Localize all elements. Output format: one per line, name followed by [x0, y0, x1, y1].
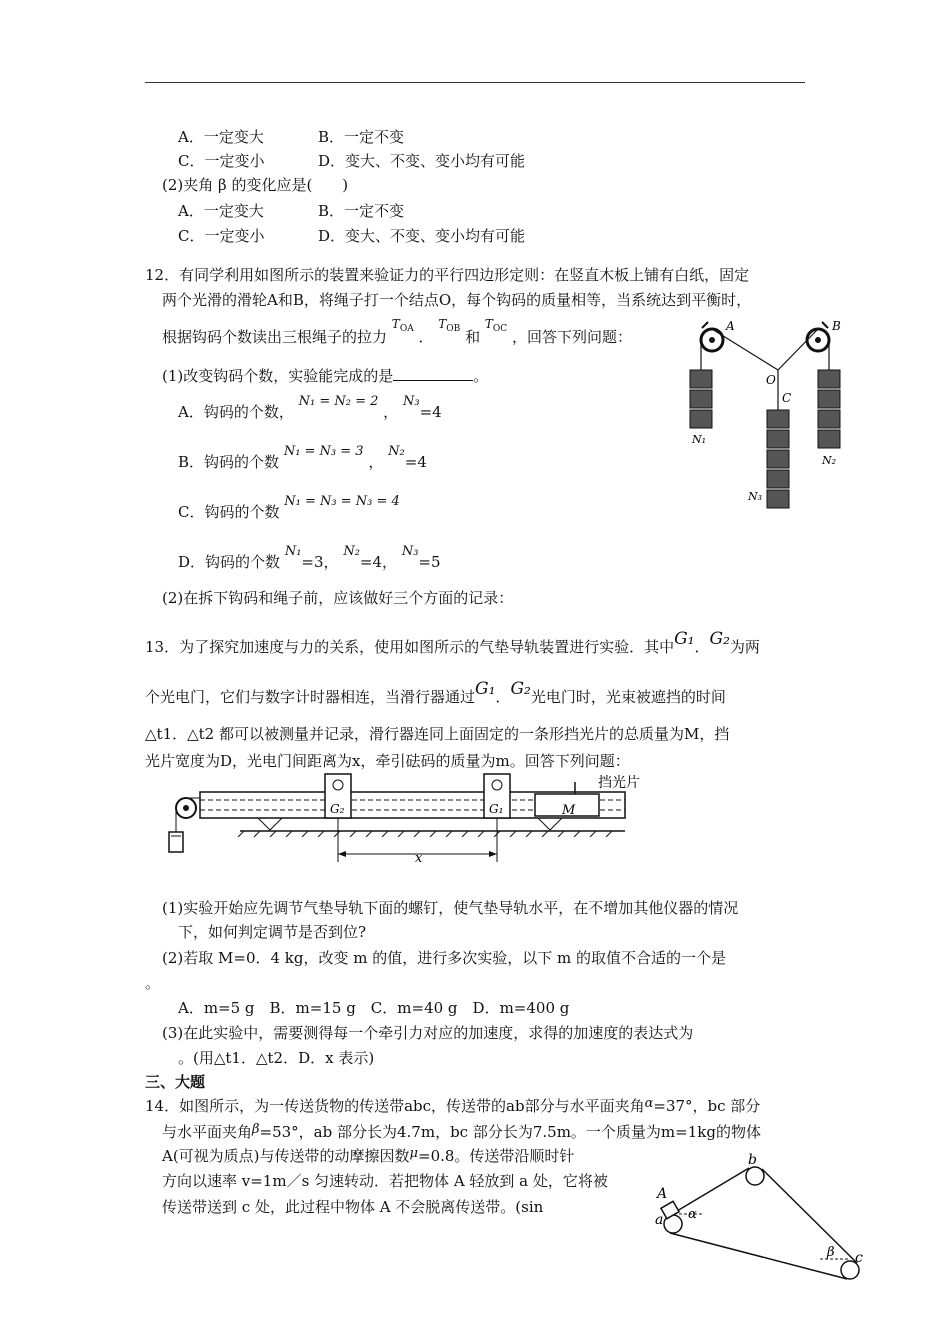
q14-line3: A(可视为质点)与传送带的动摩擦因数μ=0.8。传送带沿顺时针	[162, 1146, 575, 1165]
q11-opt-d2: D．变大、不变、变小均有可能	[318, 227, 526, 245]
q13-line4: 光片宽度为D，光电门间距离为x，牵引砝码的质量为m。回答下列问题：	[145, 752, 630, 770]
label-c: c	[855, 1250, 863, 1266]
q12-line3: 根据钩码个数读出三根绳子的拉力 $^{T_{OA}}$ ． $^{T_{OB}}$ 和 $^{T_{OC}}$ ，回答下列问题：	[162, 317, 632, 346]
label-shade: 挡光片	[598, 775, 640, 791]
q11-opt-c2: C．一定变小	[178, 227, 265, 245]
q11-opt-c1: C．一定变小	[178, 152, 265, 170]
label-b: B	[832, 319, 841, 333]
label-x: x	[415, 851, 423, 866]
q13-line3: △t1．△t2 都可以被测量并记录，滑行器连同上面固定的一条形挡光片的总质量为M，挡	[145, 725, 730, 743]
label-a: a	[655, 1212, 664, 1228]
q11-sub2: (2)夹角 β 的变化应是( )	[162, 176, 349, 194]
q12-sub2: (2)在拆下钩码和绳子前，应该做好三个方面的记录：	[162, 589, 514, 607]
label-b: b	[748, 1152, 757, 1168]
q12-opt-b: B．钩码的个数 N₁ = N₃ = 3 ， N₂=4	[178, 444, 427, 471]
header-rule	[145, 82, 805, 83]
label-n3: N₃	[748, 490, 763, 503]
q12-line1: 12．有同学利用如图所示的装置来验证力的平行四边形定则：在竖直木板上铺有白纸，固定	[145, 266, 750, 284]
q12-opt-c: C．钩码的个数 N₁ = N₃ = N₃ = 4	[178, 494, 400, 521]
q12-opt-d: D．钩码的个数 N₁=3， N₂=4， N₃=5	[178, 544, 441, 571]
q14-conveyor-figure	[655, 1150, 865, 1290]
q13-line2: 个光电门，它们与数字计时器相连，当滑行器通过G₁．G₂光电门时，光束被遮挡的时间	[145, 679, 726, 706]
q12-line2: 两个光滑的滑轮A和B，将绳子打一个结点O，每个钩码的质量相等，当系统达到平衡时，	[162, 291, 752, 309]
q14-line5: 传送带送到 c 处，此过程中物体 A 不会脱离传送带。(sin	[162, 1198, 544, 1216]
q13-sub2a: (2)若取 M=0．4 kg，改变 m 的值，进行多次实验，以下 m 的取值不合适的一个是	[162, 949, 727, 967]
label-g2: G₂	[330, 802, 345, 816]
label-c: C	[782, 391, 792, 405]
q11-opt-d1: D．变大、不变、变小均有可能	[318, 152, 526, 170]
q13-sub2b: 。	[145, 974, 161, 992]
label-n2: N₂	[822, 454, 837, 467]
roller-b	[746, 1167, 764, 1185]
label-m: M	[562, 803, 576, 818]
q13-sub3b: 。(用△t1．△t2．D．x 表示)	[178, 1049, 375, 1067]
q14-line4: 方向以速率 v=1m／s 匀速转动．若把物体 A 轻放到 a 处，它将被	[162, 1172, 608, 1190]
q11-opt-b2: B．一定不变	[318, 202, 405, 220]
label-block-a: A	[657, 1186, 668, 1202]
section-3-heading: 三、大题	[145, 1073, 206, 1091]
label-beta: β	[827, 1245, 835, 1260]
label-n1: N₁	[692, 433, 707, 446]
q12-sub1: (1)改变钩码个数，实验能完成的是 。	[162, 367, 489, 385]
q13-airtrack-figure	[170, 770, 640, 870]
label-a: A	[726, 319, 735, 333]
q11-opt-a2: A．一定变大	[178, 202, 264, 220]
label-o: O	[766, 373, 776, 387]
q12-pulley-figure	[690, 318, 850, 518]
q13-sub1b: 下，如何判定调节是否到位?	[178, 923, 367, 941]
q13-sub1a: (1)实验开始应先调节气垫导轨下面的螺钉，使气垫导轨水平，在不增加其他仪器的情况	[162, 899, 739, 917]
q13-line1: 13．为了探究加速度与力的关系，使用如图所示的气垫导轨装置进行实验．其中G₁．G₂为两	[145, 629, 760, 656]
q11-opt-a1: A．一定变大	[178, 128, 264, 146]
q14-line1: 14．如图所示，为一传送货物的传送带abc，传送带的ab部分与水平面夹角α=37°，bc 部分	[145, 1096, 761, 1115]
q11-opt-b1: B．一定不变	[318, 128, 405, 146]
q12-opt-a: A．钩码的个数， N₁ = N₂ = 2 ， N₃=4	[178, 394, 442, 421]
q14-line2: 与水平面夹角β=53°，ab 部分长为4.7m，bc 部分长为7.5m。一个质量为m=1kg的物体	[162, 1122, 761, 1141]
q13-sub3a: (3)在此实验中，需要测得每一个牵引力对应的加速度，求得的加速度的表达式为	[162, 1024, 694, 1042]
label-alpha: α	[688, 1207, 697, 1222]
label-g1: G₁	[489, 802, 504, 816]
q13-sub2-options: A．m=5 g B．m=15 g C．m=40 g D．m=400 g	[178, 999, 570, 1017]
